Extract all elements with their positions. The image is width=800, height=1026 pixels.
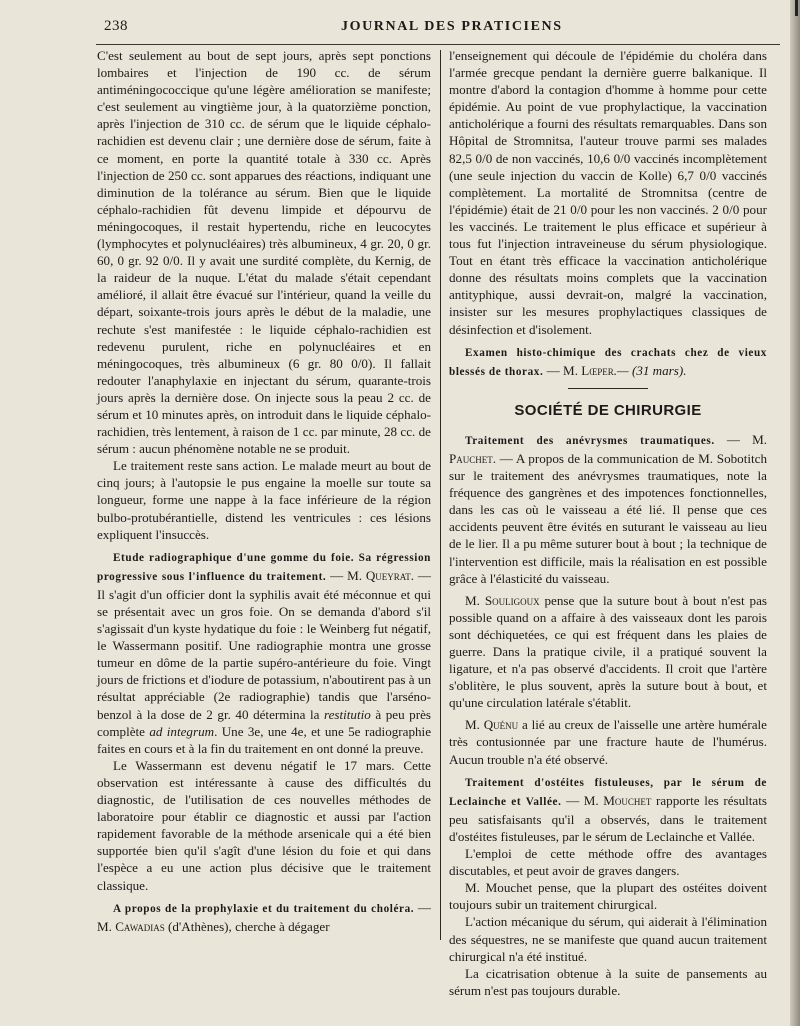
author-name: Souligoux	[484, 592, 540, 608]
dash-text: — M.	[326, 567, 366, 583]
section-title: SOCIÉTÉ DE CHIRURGIE	[514, 401, 702, 419]
dash-text: — M.	[714, 431, 767, 447]
article-text: . Une 3e, une 4e, et une 5e radiographie faites en cours et à la fin du traitement en ont donné la preuve.	[97, 723, 432, 756]
paragraph-case-report: C'est seulement au bout de sept jours, après sept ponctions lombaires et l'injection de 190 cc. de sérum antiméningococcique qu'une légère amélioration se manifeste; c'est seulement au vingtième jour, à la quatorzième ponction, après l'injection de 310 cc. de sérum que le liquide céphalo-rachidien est devenu clair ; une dernière dose de sérum, faite à ce moment, en porte la quantité totale à 330 cc. Après l'injection de 250 cc. sont apparues des réactions, indiquant une diminution de la tolérance au sérum. Bien que le liquide céphalo-rachidien fût devenu limpide et dépourvu de méningocoques, il restait hypertendu, riche en leucocytes (lymphocytes et polynucléaires) très albumineux, 4 gr. 20, 0 gr. 60, 0 gr. 92 0/0. Il y avait une surdité complète, du Kernig, de la raideur de la nuque. L'état du malade s'était cependant amélioré, il allait être évacué sur l'intérieur, quand la veille du départ, soixante-trois jours après le début de la maladie, une rechute s'est manifestée : le liquide céphalo-rachidien est redevenu purulent, riche en polynucléaires et en méningocoques, très albumineux (6 gr. 80 0/0). Il fallait redouter l'anaphylaxie en injectant du sérum, quarante-trois jours après la dernière dose. On injecte sous la peau 2 cc. de sérum et 10 minutes après, on introduit dans le liquide céphalo-rachidien, très lentement, à raison de 1 cc. par minute, 28 cc. de sérum : aucun phénomène notable ne se produit.	[97, 48, 431, 457]
column-divider	[440, 50, 441, 940]
dash-text: — M.	[561, 792, 604, 808]
author-name: Queyrat	[365, 567, 411, 583]
article-crachats	[449, 343, 767, 381]
paragraph-wassermann: Le Wassermann est devenu négatif le 17 mars. Cette observation est intéressante à cause des difficultés du diagnostic, de l'utilisation de ces nouvelles méthodes de laboratoire pour établir ce diagnostic et aussi par l'action rapidement favorable de la méthode arsenicale qui a été bien supportée bien qu'il s'agît d'une lésion du foie et qui dans l'espèce a eu une action plus décisive que le traitement classique.	[97, 757, 431, 893]
article-title: Traitement d'ostéites fistuleuses, par le sérum de Leclainche et Vallée.	[449, 776, 767, 808]
page-edge-mark	[795, 0, 798, 16]
paragraph-cicatrisation: La cicatrisation obtenue à la suite de pansements au sérum n'est pas toujours durable.	[449, 965, 767, 998]
article-osteites	[449, 773, 767, 845]
article-gomme-du-foie	[97, 548, 431, 757]
page-number: 238	[104, 18, 128, 34]
paragraph-text: a lié au creux de l'aisselle une artère humérale très contusionnée par une fracture haute de l'humérus. Aucun trouble n'a été observé.	[449, 717, 767, 767]
title-prefix: M.	[465, 717, 484, 733]
paragraph-quenu	[449, 716, 767, 767]
article-cholera	[97, 899, 431, 935]
paragraph-souligoux	[449, 592, 767, 712]
page-edge	[790, 0, 800, 1026]
article-title: Etude radiographique d'une gomme du foie. Sa régression progressive sous l'influence du traitement.	[97, 551, 431, 583]
author-name: Cawadias	[115, 918, 165, 934]
article-text: . — A propos de la communication de M. Sobotitch sur le traitement des anévrysmes traumatiques, note la fréquence des gangrènes et des impotences fonctionnelles, dans les cas où le vaisseau a été lié. Il pense que ces accidents peuvent être évités en suturant le vaisseau au lieu de le lier. Il a pu même suturer bout à bout ; la technique de l'intervention est difficile, mais la réalisation en est possible grâce à l'élasticité du vaisseau.	[449, 450, 767, 586]
article-title: A propos de la prophylaxie et du traitement du choléra.	[113, 902, 415, 915]
paragraph-methode: L'emploi de cette méthode offre des avantages discutables, et peut avoir de graves dangers.	[449, 846, 767, 879]
dash-text: — M.	[543, 362, 582, 378]
article-date: .— (31 mars).	[613, 362, 687, 378]
dash-text: — M.	[97, 899, 431, 934]
paragraph-cholera-continued: l'enseignement qui découle de l'épidémie du choléra dans l'armée grecque pendant la dernière guerre balkanique. Il montre d'abord la contagion d'homme à homme pour cette épidémie. Au point de vue prophylactique, la vaccination anticholérique a fourni des résultats remarquables. Dans son Hôpital de Stromnitsa, l'auteur trouve parmi ses malades 82,5 0/0 de non vaccinés, 10,6 0/0 vaccinés incomplètement (une seule injection du vaccin de Kolle) 6,7 0/0 vaccinés complètement. La mortalité de Stromnitsa (centre de l'épidémie) était de 21 0/0 pour les non vaccinés. 2 0/0 pour les vaccinés. Le traitement le plus efficace et supérieur à tous fut l'injection intraveineuse du sérum physiologique. Tout en étant très efficace la vaccination anticholérique donne des résultats moins complets que la vaccination antityphique, aussi devrait-on, malgré la vaccination, insister sur les mesures prophylactiques classiques de désinfection et d'isolement.	[449, 48, 767, 337]
paragraph-autopsy: Le traitement reste sans action. Le malade meurt au bout de cinq jours; à l'autopsie le pus engaine la moelle sur toute sa longueur, forme une nappe à la face inférieure de la région bulbo-protubérantielle, distend les ventricules : ces lésions expliquent l'insuccès.	[97, 458, 431, 542]
latin-term: ad integrum	[149, 723, 215, 739]
article-title: Traitement des anévrysmes traumatiques.	[465, 434, 715, 447]
paragraph-action-mecanique: L'action mécanique du sérum, qui aiderait à l'élimination des séquestres, ne se manifeste que quand aucun traitement chirurgical n'a été institué.	[449, 914, 767, 964]
article-text: . — Il s'agit d'un officier dont la syphilis avait été méconnue et qui se présentait avec un gros foie. On se demanda d'abord s'il s'agissait d'un kyste hydatique du foie : le Weinberg fut négatif, le Wassermann positif. Une radiographie montra une grosse tumeur en dôme de la partie supéro-antérieure du foie. Vingt jours de frictions et d'iodure de potassium, n'aboutirent pas à un résultat appréciable (2e radiographie) tandis que l'arséno-benzol à la dose de 2 gr. 40 détermina la	[97, 567, 431, 722]
article-title: Examen histo-chimique des crachats chez de vieux blessés de thorax.	[449, 346, 767, 378]
author-name: Pauchet	[449, 450, 493, 466]
section-separator	[568, 388, 648, 389]
paragraph-mouchet: M. Mouchet pense, que la plupart des ostéites doivent toujours subir un traitement chirurgical.	[449, 880, 767, 913]
article-text: à peu près complète	[97, 706, 431, 739]
paragraph-text: pense que la suture bout à bout n'est pas possible quand on a affaire à des vaisseaux dont les parois sont déchiquetées, ce qui est fréquent dans les plaies de guerre. Dans la pratique civile, il a pratiqué souvent la ligature, et n'a pas observé d'accidents. Il croit que l'artère s'oblitère, le plus souvent, après la suture bout à bout, et qu'une circulation latérale s'établit.	[449, 592, 767, 711]
article-text: rapporte les résultats peu satisfaisants qu'il a observés, dans le traitement d'ostéites fistuleuses, par le sérum de Leclainche et Vallée.	[449, 792, 767, 844]
right-column	[449, 47, 767, 999]
author-name: Mouchet	[603, 792, 652, 808]
article-anevrysmes	[449, 431, 767, 587]
running-header	[96, 14, 780, 45]
author-name: Lœper	[581, 362, 614, 378]
author-name: Quénu	[483, 717, 519, 733]
title-prefix: M.	[465, 592, 485, 608]
left-column	[97, 47, 431, 935]
journal-title: JOURNAL DES PRATICIENS	[341, 19, 563, 34]
article-text: (d'Athènes), cherche à dégager	[164, 918, 330, 934]
latin-term: restitutio	[323, 706, 371, 722]
